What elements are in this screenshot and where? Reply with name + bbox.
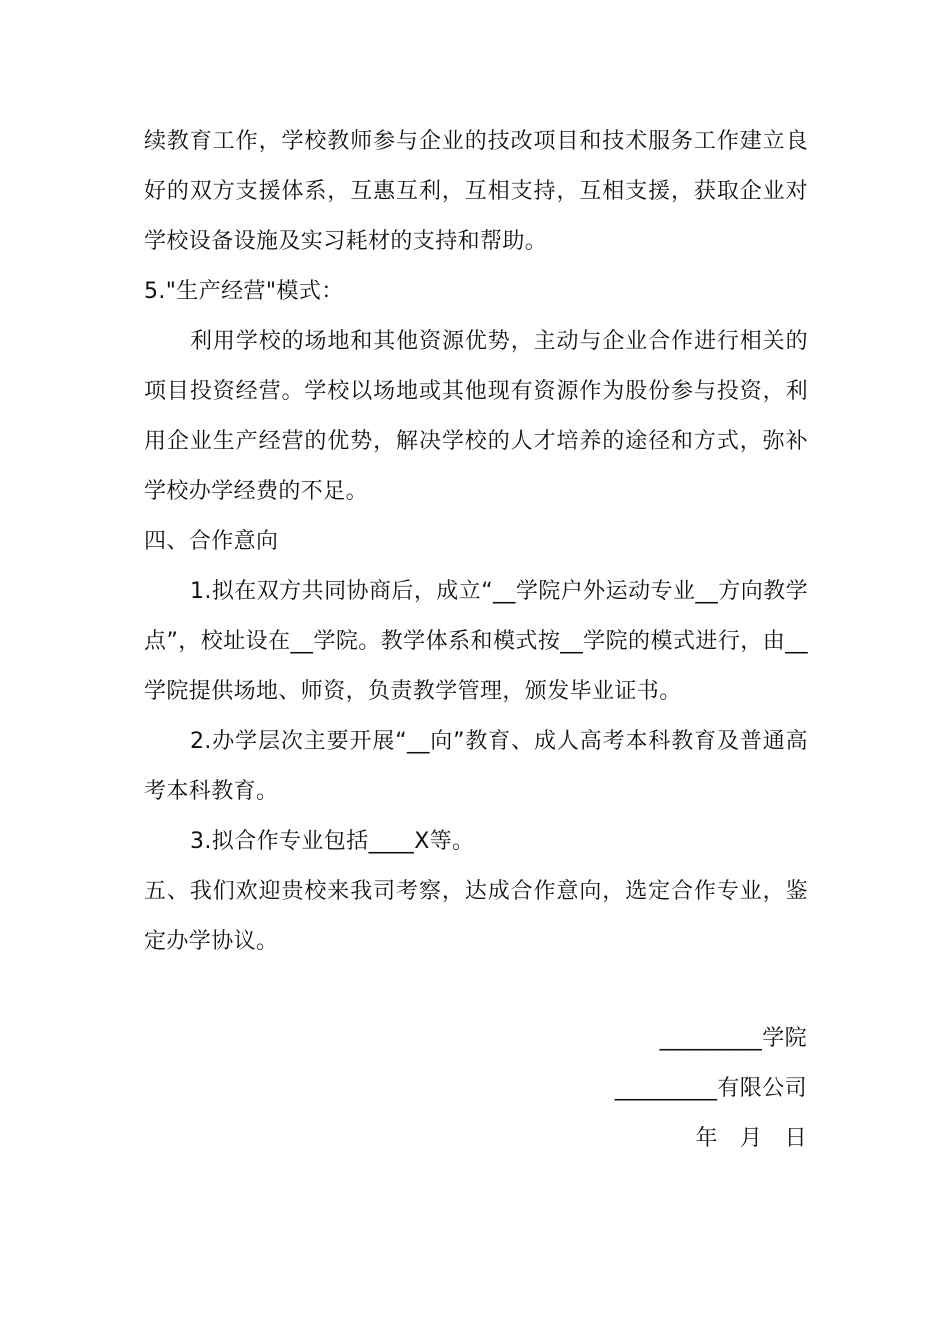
signature-school: _________学院: [659, 1026, 807, 1051]
heading-production-operation-mode: 5."生产经营"模式：: [144, 279, 344, 304]
signature-date: 年 月 日: [695, 1126, 807, 1151]
paragraph-intent-2: 2.办学层次主要开展“__向”教育、成人高考本科教育及普通高考本科教育。: [144, 729, 808, 804]
document-body: [144, 117, 808, 967]
paragraph-intent-3: 3.拟合作专业包括____X等。: [190, 829, 475, 854]
paragraph-production-operation: 利用学校的场地和其他资源优势，主动与企业合作进行相关的项目投资经营。学校以场地或其他现有资源作为股份参与投资，利用企业生产经营的优势，解决学校的人才培养的途径和方式，弥补学校办学经费的不足。: [144, 329, 808, 504]
paragraph-welcome-visit: 五、我们欢迎贵校来我司考察，达成合作意向，选定合作专业，鉴定办学协议。: [144, 879, 808, 954]
paragraph-intent-1: 1.拟在双方共同协商后，成立“__学院户外运动专业__方向教学点”，校址设在__学院。教学体系和模式按__学院的模式进行，由__学院提供场地、师资，负责教学管理，颁发毕业证书。: [144, 579, 808, 704]
paragraph-continued-education: 续教育工作，学校教师参与企业的技改项目和技术服务工作建立良好的双方支援体系，互惠互利，互相支持，互相支援，获取企业对学校设备设施及实习耗材的支持和帮助。: [144, 129, 808, 254]
signature-company: _________有限公司: [614, 1076, 807, 1101]
signature-block: [407, 1014, 807, 1164]
heading-cooperation-intent: 四、合作意向: [144, 529, 279, 554]
